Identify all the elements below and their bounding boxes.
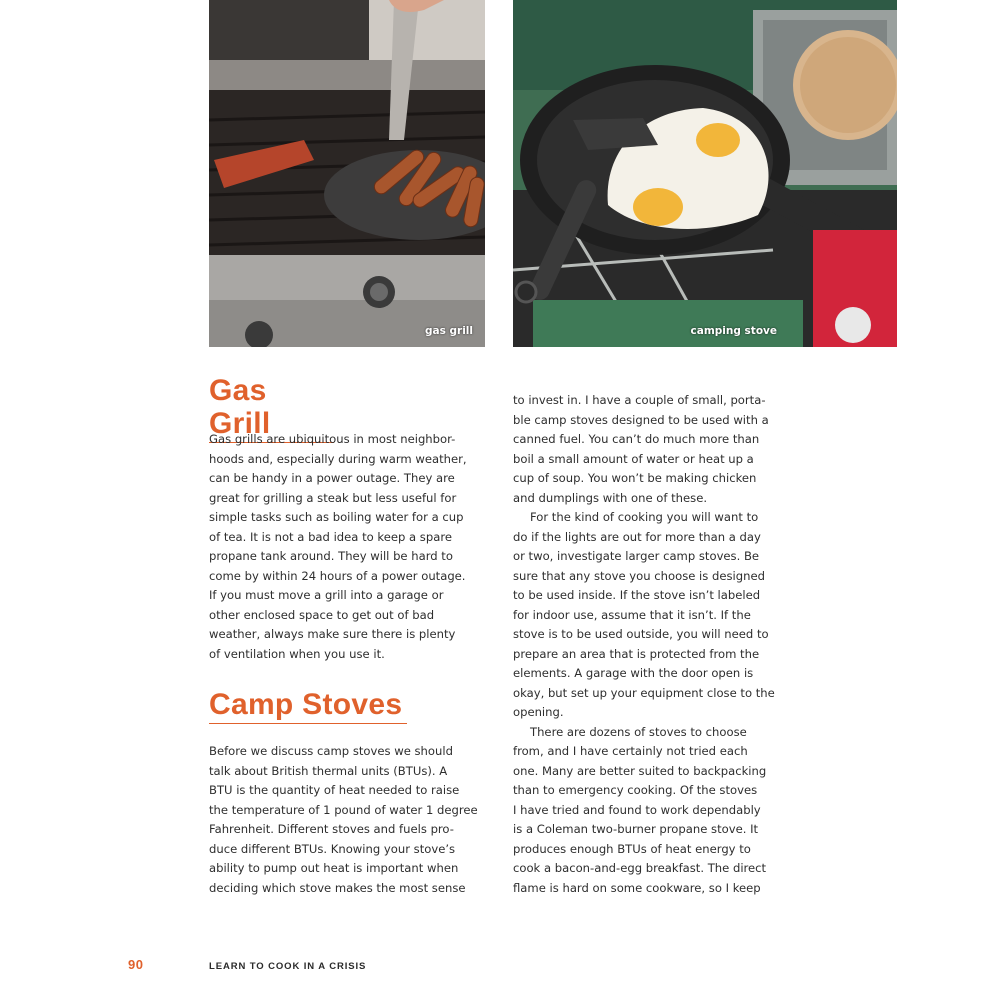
text-line: cook a bacon-and-egg breakfast. The direct [513,861,767,875]
camping-stove-photo [513,0,897,347]
text-line: is a Coleman two-burner propane stove. It [513,822,759,836]
text-line: hoods and, especially during warm weather, [209,451,467,466]
text-line: or two, investigate larger camp stoves. Be [513,549,760,563]
gas-grill-photo [209,0,485,347]
text-line: from, and I have certainly not tried each [513,744,748,758]
text-line: There are dozens of stoves to choose [530,724,747,739]
camp-stoves-paragraph [209,742,485,898]
text-line: great for grilling a steak but less useful for [209,490,457,505]
text-line: of tea. It is not a bad idea to keep a spare [209,529,452,544]
text-line: Before we discuss camp stoves we should [209,744,453,758]
text-line: opening. [513,705,564,719]
text-line: of ventilation when you use it. [209,646,385,661]
text-line: to invest in. I have a couple of small, porta- [513,393,766,407]
text-line: okay, but set up your equipment close to the [513,685,775,700]
text-line: than to emergency cooking. Of the stoves [513,783,758,797]
text-line: deciding which stove makes the most sense [209,880,466,895]
text-line: sure that any stove you choose is designed [513,568,765,583]
text-line: talk about British thermal units (BTUs). A [209,763,448,778]
text-line: BTU is the quantity of heat needed to raise [209,783,460,797]
text-line: and dumplings with one of these. [513,490,708,505]
camp-stoves-heading: Camp Stoves [209,688,407,724]
text-line: to be used inside. If the stove isn’t labeled [513,588,761,602]
text-line: prepare an area that is protected from the [513,646,760,661]
text-line: for indoor use, assume that it isn’t. If the [513,607,751,622]
text-line: can be handy in a power outage. They are [209,471,455,485]
camping-stove-caption: camping stove [690,325,777,337]
page-number: 90 [128,957,144,972]
text-line: Fahrenheit. Different stoves and fuels pro- [209,822,454,836]
text-line: come by within 24 hours of a power outage. [209,568,466,583]
text-line: boil a small amount of water or heat up a [513,451,754,466]
gas-grill-illustration [209,0,485,347]
running-title: LEARN TO COOK IN A CRISIS [209,961,367,972]
gas-grill-paragraph [209,430,485,664]
text-line: elements. A garage with the door open is [513,666,754,680]
text-line: If you must move a grill into a garage or [209,588,444,602]
text-line: simple tasks such as boiling water for a cup [209,510,464,524]
text-line: produces enough BTUs of heat energy to [513,841,751,856]
text-line: flame is hard on some cookware, so I keep [513,880,761,895]
text-line: propane tank around. They will be hard to [209,549,453,563]
gas-grill-heading: Gas Grill [209,374,334,443]
text-line: weather, always make sure there is plenty [209,627,456,641]
text-line: canned fuel. You can’t do much more than [513,432,760,446]
camping-stove-illustration [513,0,897,347]
text-line: stove is to be used outside, you will need to [513,627,769,641]
text-line: one. Many are better suited to backpacking [513,763,767,778]
text-line: other enclosed space to get out of bad [209,607,435,622]
text-line: ble camp stoves designed to be used with a [513,412,769,427]
text-line: the temperature of 1 pound of water 1 degree [209,802,478,817]
gas-grill-caption: gas grill [425,325,473,337]
right-column-text [513,391,785,898]
text-line: duce different BTUs. Knowing your stove’s [209,841,456,856]
text-line: cup of soup. You won’t be making chicken [513,471,757,485]
text-line: do if the lights are out for more than a day [513,529,761,544]
text-line: Gas grills are ubiquitous in most neighbor- [209,432,456,446]
text-line: For the kind of cooking you will want to [530,510,759,524]
text-line: I have tried and found to work dependably [513,802,761,817]
text-line: ability to pump out heat is important when [209,861,459,875]
